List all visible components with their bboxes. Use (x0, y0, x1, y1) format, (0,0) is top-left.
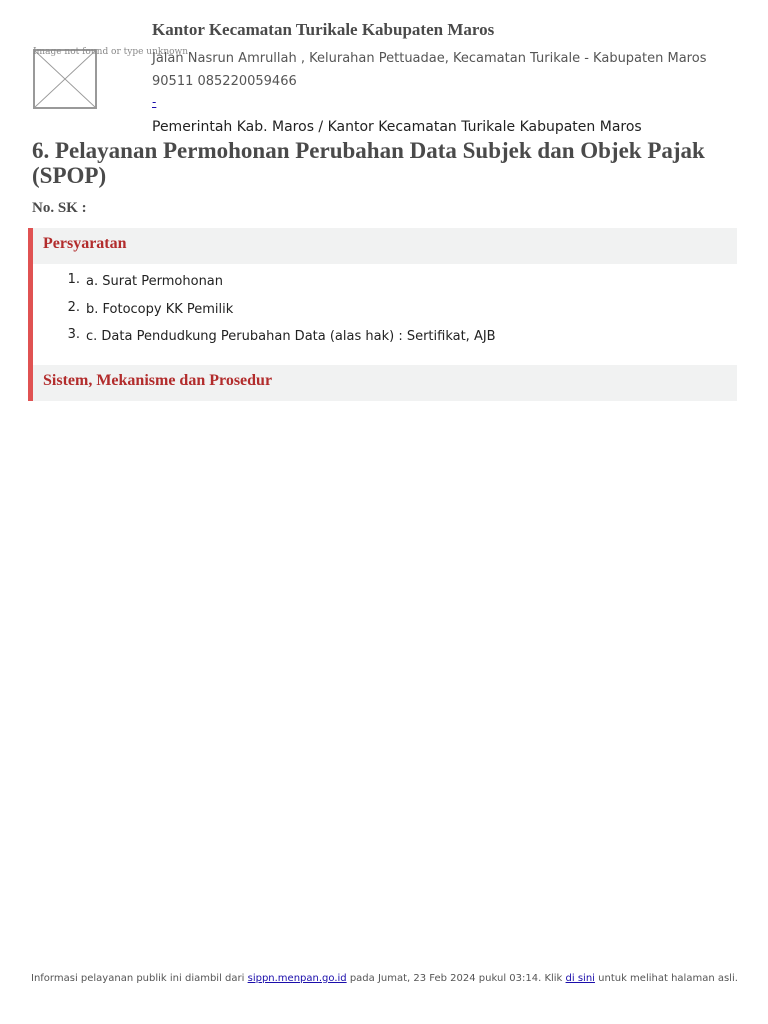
office-address (152, 47, 732, 93)
list-item-text: c. Data Pendudkung Perubahan Data (alas hak) : Sertifikat, AJB (86, 329, 496, 344)
list-item-text: b. Fotocopy KK Pemilik (86, 301, 234, 317)
procedure-heading: Sistem, Mekanisme dan Prosedur (43, 372, 273, 389)
office-name: Kantor Kecamatan Turikale Kabupaten Maros (152, 20, 495, 39)
logo-alt-text: Image not found or type unknown (33, 47, 189, 57)
footer-text-before: Informasi pelayanan publik ini diambil dari (31, 973, 245, 984)
address-line-1: Jalan Nasrun Amrullah , Kelurahan Pettuadae, Kecamatan Turikale - Kabupaten Maros (152, 51, 707, 66)
page-title: 6. Pelayanan Permohonan Perubahan Data Subjek dan Objek Pajak (SPOP) (32, 138, 705, 188)
list-item-number: 3. (67, 327, 80, 342)
requirements-header (33, 228, 737, 264)
footer-text-middle: pada Jumat, 23 Feb 2024 pukul 03:14. Klik (349, 973, 563, 984)
list-item-text: a. Surat Permohonan (86, 274, 224, 289)
header-link[interactable]: - (152, 95, 157, 109)
sk-number-label: No. SK : (32, 200, 87, 216)
image-placeholder-icon (35, 51, 95, 107)
footer-text-after: untuk melihat halaman asli. (598, 973, 738, 984)
original-page-link[interactable]: di sini (565, 973, 595, 984)
source-link[interactable]: sippn.menpan.go.id (247, 973, 347, 984)
broken-logo-image (33, 49, 97, 109)
service-details-section (28, 228, 737, 401)
list-item-number: 1. (67, 272, 80, 287)
requirements-heading: Persyaratan (43, 235, 127, 252)
footer-note (31, 973, 738, 984)
breadcrumb: Pemerintah Kab. Maros / Kantor Kecamatan Turikale Kabupaten Maros (152, 119, 642, 135)
procedure-header (33, 365, 737, 401)
list-item-number: 2. (67, 299, 80, 315)
address-line-2: 90511 085220059466 (152, 74, 297, 89)
